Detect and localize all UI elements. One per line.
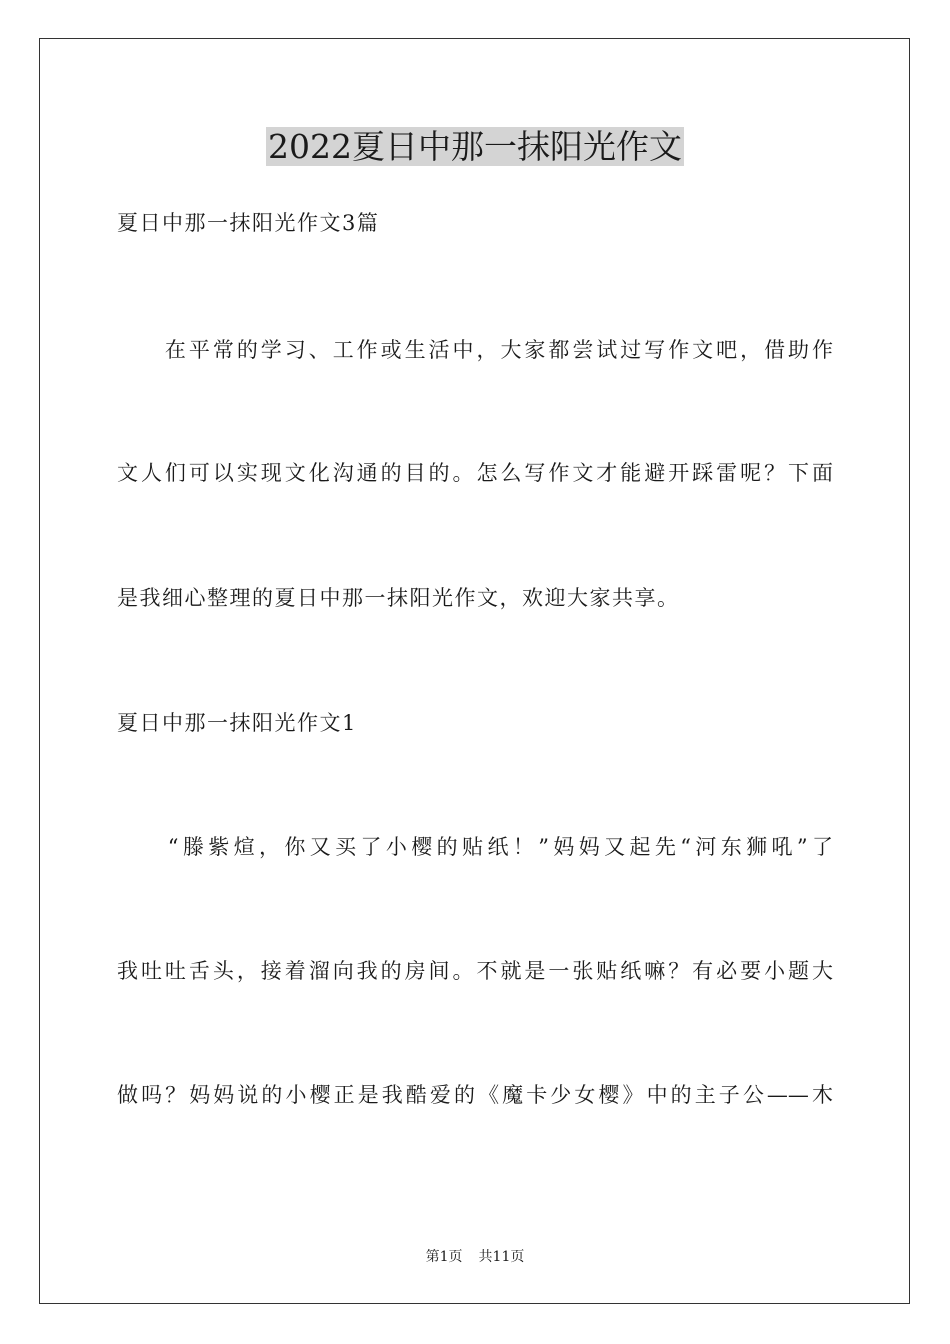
document-subtitle: 夏日中那一抹阳光作文3篇 <box>117 211 380 235</box>
paragraph-line: 我吐吐舌头，接着溜向我的房间。不就是一张贴纸嘛？有必要小题大 <box>117 959 833 983</box>
paragraph-line: 做吗？妈妈说的小樱正是我酷爱的《魔卡少女樱》中的主子公——木 <box>117 1083 833 1107</box>
page-number-total: 共11页 <box>478 1249 525 1265</box>
document-title-text: 2022夏日中那一抹阳光作文 <box>268 127 682 166</box>
page-number-current: 第1页 <box>425 1249 463 1265</box>
paragraph-line: 在平常的学习、工作或生活中，大家都尝试过写作文吧，借助作 <box>117 338 833 362</box>
paragraph-line: “滕紫煊，你又买了小樱的贴纸！”妈妈又起先“河东狮吼”了 <box>117 835 833 859</box>
paragraph-line: 文人们可以实现文化沟通的目的。怎么写作文才能避开踩雷呢？下面 <box>117 461 833 485</box>
section-heading: 夏日中那一抹阳光作文1 <box>117 711 357 735</box>
page-footer <box>0 1247 950 1267</box>
document-title <box>0 124 950 170</box>
paragraph-line: 是我细心整理的夏日中那一抹阳光作文，欢迎大家共享。 <box>117 586 680 610</box>
